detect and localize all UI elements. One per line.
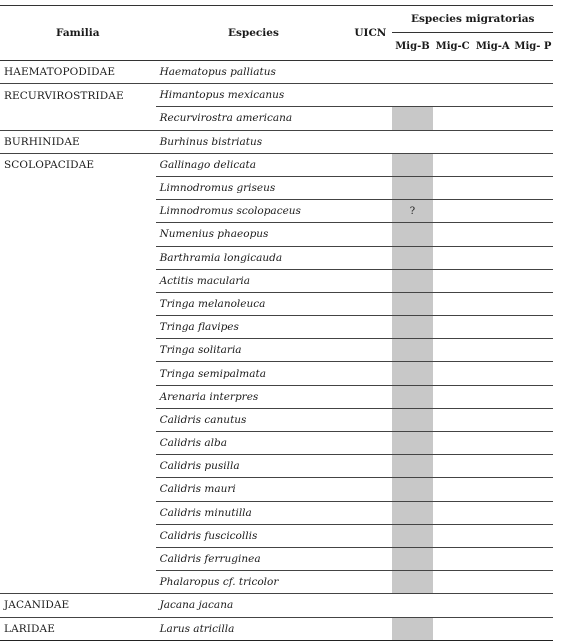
mig-a-cell [473, 594, 513, 617]
mig-a-cell [473, 61, 513, 84]
uicn-cell [351, 269, 392, 292]
especie-cell: Calidris ferruginea [156, 547, 352, 570]
familia-cell [0, 292, 156, 315]
familia-cell [0, 547, 156, 570]
especie-cell: Tringa melanoleuca [156, 292, 352, 315]
mig-b-cell [392, 176, 432, 199]
header-familia: Familia [0, 6, 156, 61]
mig-p-cell [513, 292, 553, 315]
mig-b-cell [392, 269, 432, 292]
header-mig-a: Mig-A [473, 33, 513, 61]
mig-c-cell [433, 501, 473, 524]
especie-cell: Himantopus mexicanus [156, 84, 352, 107]
mig-b-cell [392, 84, 432, 107]
mig-b-cell [392, 292, 432, 315]
mig-p-cell [513, 339, 553, 362]
table-row [0, 547, 553, 570]
mig-c-cell [433, 176, 473, 199]
mig-a-cell [473, 478, 513, 501]
mig-b-cell [392, 61, 432, 84]
familia-cell [0, 524, 156, 547]
table-row [0, 362, 553, 385]
familia-cell [0, 107, 156, 130]
table-body [0, 61, 553, 641]
mig-c-cell [433, 478, 473, 501]
mig-c-cell [433, 292, 473, 315]
table-row [0, 385, 553, 408]
familia-cell [0, 200, 156, 223]
mig-p-cell [513, 153, 553, 176]
table-row [0, 339, 553, 362]
mig-a-cell [473, 246, 513, 269]
table-row [0, 478, 553, 501]
uicn-cell [351, 84, 392, 107]
table-row [0, 269, 553, 292]
mig-c-cell [433, 408, 473, 431]
mig-c-cell [433, 269, 473, 292]
mig-b-cell: ? [392, 200, 432, 223]
mig-a-cell [473, 200, 513, 223]
mig-a-cell [473, 524, 513, 547]
uicn-cell [351, 176, 392, 199]
table-row [0, 130, 553, 153]
familia-cell [0, 408, 156, 431]
mig-p-cell [513, 594, 553, 617]
especie-cell: Jacana jacana [156, 594, 352, 617]
familia-cell [0, 432, 156, 455]
uicn-cell [351, 455, 392, 478]
uicn-cell [351, 385, 392, 408]
familia-cell [0, 316, 156, 339]
mig-c-cell [433, 385, 473, 408]
mig-p-cell [513, 455, 553, 478]
familia-cell: JACANIDAE [0, 594, 156, 617]
mig-c-cell [433, 84, 473, 107]
uicn-cell [351, 61, 392, 84]
table-row [0, 84, 553, 107]
mig-a-cell [473, 339, 513, 362]
table-row [0, 408, 553, 431]
familia-cell [0, 246, 156, 269]
mig-b-cell [392, 130, 432, 153]
mig-b-cell [392, 362, 432, 385]
mig-p-cell [513, 385, 553, 408]
header-uicn: UICN [351, 6, 392, 61]
familia-cell [0, 269, 156, 292]
mig-b-cell [392, 501, 432, 524]
mig-p-cell [513, 200, 553, 223]
table-row [0, 594, 553, 617]
familia-cell [0, 385, 156, 408]
mig-c-cell [433, 107, 473, 130]
table-row [0, 455, 553, 478]
mig-c-cell [433, 200, 473, 223]
familia-cell [0, 571, 156, 594]
mig-a-cell [473, 84, 513, 107]
mig-a-cell [473, 176, 513, 199]
header-mig-p: Mig- P [513, 33, 553, 61]
uicn-cell [351, 594, 392, 617]
mig-b-cell [392, 408, 432, 431]
familia-cell [0, 501, 156, 524]
mig-a-cell [473, 385, 513, 408]
table-row [0, 200, 553, 223]
especie-cell: Tringa semipalmata [156, 362, 352, 385]
mig-p-cell [513, 547, 553, 570]
mig-p-cell [513, 107, 553, 130]
table-row [0, 316, 553, 339]
uicn-cell [351, 316, 392, 339]
mig-c-cell [433, 61, 473, 84]
familia-cell: LARIDAE [0, 617, 156, 640]
mig-c-cell [433, 362, 473, 385]
especie-cell: Calidris mauri [156, 478, 352, 501]
familia-cell: SCOLOPACIDAE [4, 159, 95, 172]
mig-p-cell [513, 478, 553, 501]
mig-c-cell [433, 223, 473, 246]
mig-p-cell [513, 84, 553, 107]
uicn-cell [351, 246, 392, 269]
mig-b-cell [392, 524, 432, 547]
table-row [0, 223, 553, 246]
uicn-cell [351, 432, 392, 455]
especie-cell: Phalaropus cf. tricolor [156, 571, 352, 594]
mig-c-cell [433, 153, 473, 176]
especie-cell: Recurvirostra americana [156, 107, 352, 130]
mig-a-cell [473, 408, 513, 431]
mig-p-cell [513, 176, 553, 199]
uicn-cell [351, 408, 392, 431]
mig-p-cell [513, 571, 553, 594]
mig-a-cell [473, 455, 513, 478]
mig-c-cell [433, 432, 473, 455]
uicn-cell [351, 292, 392, 315]
uicn-cell [351, 524, 392, 547]
mig-a-cell [473, 547, 513, 570]
uicn-cell [351, 200, 392, 223]
mig-c-cell [433, 594, 473, 617]
uicn-cell [351, 130, 392, 153]
uicn-cell [351, 501, 392, 524]
mig-p-cell [513, 432, 553, 455]
especie-cell: Larus atricilla [156, 617, 352, 640]
mig-p-cell [513, 524, 553, 547]
especie-cell: Calidris fuscicollis [156, 524, 352, 547]
table-row [0, 61, 553, 84]
mig-b-cell [392, 107, 432, 130]
mig-b-cell [392, 246, 432, 269]
mig-p-cell [513, 408, 553, 431]
familia-cell: BURHINIDAE [0, 130, 156, 153]
especie-cell: Calidris pusilla [156, 455, 352, 478]
familia-cell: RECURVIROSTRIDAE [4, 89, 124, 102]
especie-cell: Arenaria interpres [156, 385, 352, 408]
table-row [0, 153, 553, 176]
table-row [0, 292, 553, 315]
table-row [0, 432, 553, 455]
familia-cell: HAEMATOPODIDAE [0, 61, 156, 84]
mig-b-cell [392, 385, 432, 408]
especie-cell: Tringa solitaria [156, 339, 352, 362]
mig-p-cell [513, 269, 553, 292]
mig-p-cell [513, 501, 553, 524]
table-row [0, 501, 553, 524]
mig-b-cell [392, 455, 432, 478]
mig-b-cell [392, 478, 432, 501]
species-table [0, 5, 553, 641]
table-header [0, 6, 553, 61]
especie-cell: Calidris canutus [156, 408, 352, 431]
especie-cell: Gallinago delicata [156, 153, 352, 176]
especie-cell: Numenius phaeopus [156, 223, 352, 246]
familia-cell [0, 362, 156, 385]
familia-cell [0, 339, 156, 362]
mig-a-cell [473, 432, 513, 455]
uicn-cell [351, 153, 392, 176]
mig-c-cell [433, 455, 473, 478]
uicn-cell [351, 571, 392, 594]
especie-cell: Limnodromus scolopaceus [156, 200, 352, 223]
mig-a-cell [473, 107, 513, 130]
mig-c-cell [433, 316, 473, 339]
mig-c-cell [433, 547, 473, 570]
especie-cell: Burhinus bistriatus [156, 130, 352, 153]
mig-a-cell [473, 130, 513, 153]
mig-b-cell [392, 594, 432, 617]
mig-p-cell [513, 130, 553, 153]
table-row [0, 176, 553, 199]
mig-b-cell [392, 223, 432, 246]
mig-p-cell [513, 61, 553, 84]
mig-p-cell [513, 246, 553, 269]
mig-a-cell [473, 316, 513, 339]
mig-a-cell [473, 153, 513, 176]
mig-a-cell [473, 362, 513, 385]
especie-cell: Calidris alba [156, 432, 352, 455]
familia-cell [0, 478, 156, 501]
mig-b-cell [392, 316, 432, 339]
especie-cell: Barthramia longicauda [156, 246, 352, 269]
familia-cell [0, 455, 156, 478]
uicn-cell [351, 223, 392, 246]
familia-cell [0, 176, 156, 199]
mig-b-cell [392, 571, 432, 594]
mig-p-cell [513, 362, 553, 385]
especie-cell: Calidris minutilla [156, 501, 352, 524]
table-row [0, 524, 553, 547]
mig-a-cell [473, 269, 513, 292]
especie-cell: Limnodromus griseus [156, 176, 352, 199]
header-mig-b: Mig-B [392, 33, 432, 61]
mig-a-cell [473, 223, 513, 246]
mig-a-cell [473, 501, 513, 524]
mig-b-cell [392, 432, 432, 455]
mig-p-cell [513, 316, 553, 339]
uicn-cell [351, 478, 392, 501]
table-row [0, 571, 553, 594]
especie-cell: Tringa flavipes [156, 316, 352, 339]
header-especies-migratorias: Especies migratorias [392, 6, 553, 33]
mig-c-cell [433, 571, 473, 594]
mig-b-cell [392, 339, 432, 362]
especie-cell: Haematopus palliatus [156, 61, 352, 84]
mig-c-cell [433, 524, 473, 547]
mig-p-cell [513, 223, 553, 246]
mig-a-cell [473, 571, 513, 594]
uicn-cell [351, 362, 392, 385]
mig-c-cell [433, 130, 473, 153]
mig-b-cell [392, 153, 432, 176]
mig-c-cell [433, 339, 473, 362]
familia-cell [0, 223, 156, 246]
uicn-cell [351, 339, 392, 362]
uicn-cell [351, 107, 392, 130]
especie-cell: Actitis macularia [156, 269, 352, 292]
header-mig-c: Mig-C [433, 33, 473, 61]
table-row [0, 246, 553, 269]
mig-a-cell [473, 292, 513, 315]
table-row [0, 107, 553, 130]
header-especies: Especies [156, 6, 352, 61]
uicn-cell [351, 547, 392, 570]
mig-c-cell [433, 246, 473, 269]
mig-b-cell [392, 547, 432, 570]
